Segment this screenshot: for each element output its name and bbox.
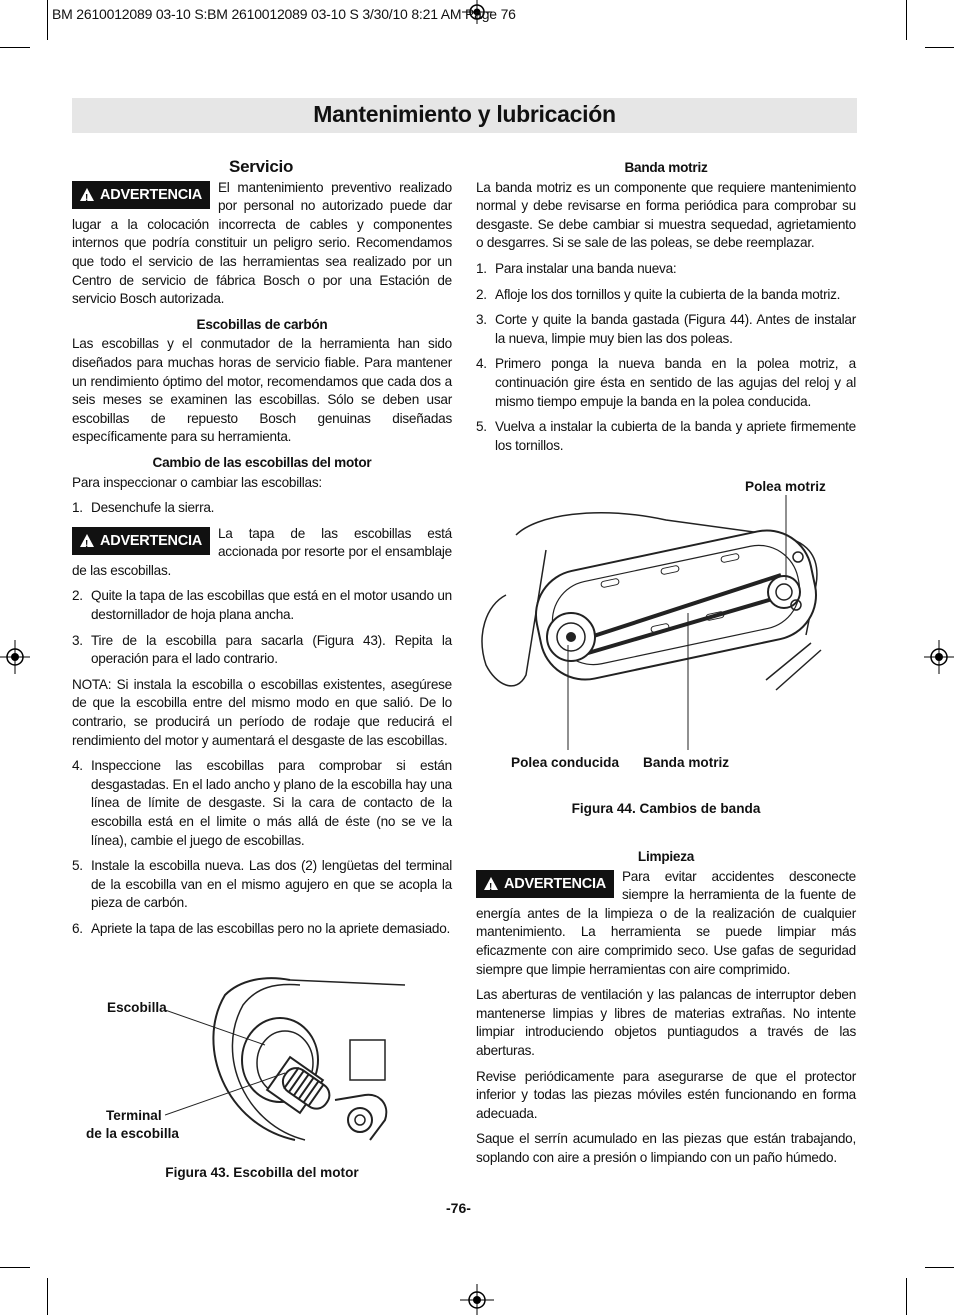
subheading: Limpieza	[637, 849, 695, 864]
crop-mark	[925, 47, 954, 48]
paragraph: Revise periódicamente para asegurarse de que el protector inferior y todas las piezas móviles estén funcionando en forma adecuada.	[476, 1068, 856, 1121]
crop-mark	[906, 1278, 907, 1315]
figure-43-label-terminal: Terminal	[106, 1108, 162, 1123]
list-item: 1. Para instalar una banda nueva:	[476, 260, 677, 276]
paragraph: Para inspeccionar o cambiar las escobillas:	[72, 474, 322, 490]
figure-43-brush-illustration	[165, 975, 445, 1150]
steps-list	[72, 757, 452, 938]
section-heading: Servicio	[229, 157, 294, 176]
warning-badge: ! ADVERTENCIA	[476, 870, 614, 899]
crop-mark	[0, 1267, 30, 1268]
list-item: 6. Apriete la tapa de las escobillas pero no la apriete demasiado.	[72, 920, 451, 936]
figure-44-label-drive-pulley: Polea motriz	[745, 479, 826, 494]
registration-mark-icon	[460, 1284, 494, 1315]
right-column	[476, 157, 856, 462]
warning-badge: ! ADVERTENCIA	[72, 527, 210, 556]
steps-list	[72, 587, 452, 668]
steps-list	[476, 260, 856, 455]
cleaning-section	[476, 846, 856, 1175]
paragraph: ! ADVERTENCIA Para evitar accidentes desconecte siempre la herramienta de la fuente de energía antes de la limpieza o de la realización de cualquier mantenimiento. La herramienta se puede limpiar más eficazmente con aire comprimido seco. Use gafas de seguridad siempre que limpie herramientas con aire comprimido.	[476, 868, 856, 977]
list-item: 5. Instale la escobilla nueva. Las dos (2) lengüetas del terminal de la escobilla van en el mismo agujero en que se acopla la pieza de carbón.	[72, 858, 452, 911]
paragraph: ! ADVERTENCIA La tapa de las escobillas está accionada por resorte por el ensamblaje de las escobillas.	[72, 525, 452, 578]
warning-icon: !	[80, 188, 94, 201]
list-item: 2. Quite la tapa de las escobillas que está en el motor usando un destornillador de hoja plana ancha.	[72, 588, 452, 623]
crop-mark	[925, 1267, 954, 1268]
list-item: 1. Desenchufe la sierra.	[72, 500, 215, 516]
paragraph: ! ADVERTENCIA El mantenimiento preventivo realizado por personal no autorizado puede dar lugar a la colocación incorrecta de cables y componentes internos que podría constituir un peligro serio. Recomendamos que todo el servicio de las herramientas sea realizado por un Centro de servicio de fábrica Bosch o por una Estación de servicio Bosch autorizada.	[72, 179, 452, 307]
figure-43-caption: Figura 43. Escobilla del motor	[165, 1165, 359, 1180]
print-slug: BM 2610012089 03-10 S:BM 2610012089 03-10 S 3/30/10 8:21 AM Page 76	[52, 6, 516, 22]
registration-mark-icon	[0, 640, 30, 674]
paragraph: Saque el serrín acumulado en las piezas que están trabajando, soplando con aire a presión o limpiando con un paño húmedo.	[476, 1131, 856, 1165]
note-paragraph: NOTA: Si instala la escobilla o escobillas existentes, asegúrese de que la escobilla entre del mismo modo en que salió. De lo contrario, se producirá un período de rodaje que reducirá el rendimiento del motor y aumentará el desgaste de las escobillas.	[72, 676, 452, 748]
registration-mark-icon	[924, 640, 954, 674]
figure-44-caption: Figura 44. Cambios de banda	[571, 801, 761, 816]
figure-43-label-brush: Escobilla	[107, 1000, 167, 1015]
subheading: Cambio de las escobillas del motor	[152, 454, 372, 470]
left-column	[72, 158, 452, 946]
crop-mark	[906, 0, 907, 40]
paragraph: Las escobillas y el conmutador de la herramienta han sido diseñados para muchas horas de servicio fiable. Para mantener un rendimiento óptimo del motor, recomendamos que cada dos a seis meses se examinen las escobillas. Sólo se deben usar escobillas de repuesto Bosch genuinas diseñadas específicamente para su herramienta.	[72, 336, 452, 445]
crop-mark	[47, 0, 48, 40]
list-item: 4. Primero ponga la nueva banda en la polea motriz, a continuación gire ésta en sentido de las agujas del reloj y al mismo tiempo empuje la banda en la polea conducida.	[476, 356, 856, 409]
list-item: 3. Corte y quite la banda gastada (Figura 44). Antes de instalar la nueva, limpie muy bien las dos poleas.	[476, 312, 856, 346]
crop-mark	[47, 1278, 48, 1315]
figure-44-label-belt: Banda motriz	[643, 755, 730, 770]
list-item: 3. Tire de la escobilla para sacarla (Figura 43). Repita la operación para el lado contrario.	[72, 632, 452, 667]
crop-mark	[0, 47, 30, 48]
figure-44-belt-illustration	[476, 495, 846, 750]
list-item: 2. Afloje los dos tornillos y quite la cubierta de la banda motriz.	[476, 286, 841, 302]
figure-43-label-terminal-line2: de la escobilla	[86, 1126, 179, 1141]
subheading: Escobillas de carbón	[196, 316, 328, 332]
paragraph: Las aberturas de ventilación y las palancas de interruptor deben mantenerse limpias y libres de materias extrañas. No intente limpiar introduciendo objetos puntiagudos a través de las aberturas.	[476, 987, 856, 1058]
figure-44-label-driven-pulley: Polea conducida	[511, 755, 620, 770]
page-number: -76-	[446, 1200, 471, 1216]
page-title: Mantenimiento y lubricación	[313, 101, 616, 127]
list-item: 4. Inspeccione las escobillas para comprobar si están desgastadas. En el lado ancho y plano de la escobilla hay una línea de límite de desgaste. Si la cara de contacto de la escobilla está en el limite o más allá de éste (no se ve la línea), cambie el juego de escobillas.	[72, 758, 452, 848]
subheading: Banda motriz	[624, 160, 708, 175]
warning-badge: ! ADVERTENCIA	[72, 181, 210, 210]
steps-list	[72, 499, 452, 518]
warning-icon: !	[80, 534, 94, 547]
paragraph: La banda motriz es un componente que requiere mantenimiento normal y debe revisarse en forma periódica para comprobar su desgaste. Se debe cambiar si muestra sequedad, agrietamiento o desgarres. Si se sale de las poleas, se debe reemplazar.	[476, 179, 856, 251]
list-item: 5. Vuelva a instalar la cubierta de la banda y apriete firmemente los tornillos.	[476, 419, 856, 453]
warning-icon: !	[484, 877, 498, 890]
